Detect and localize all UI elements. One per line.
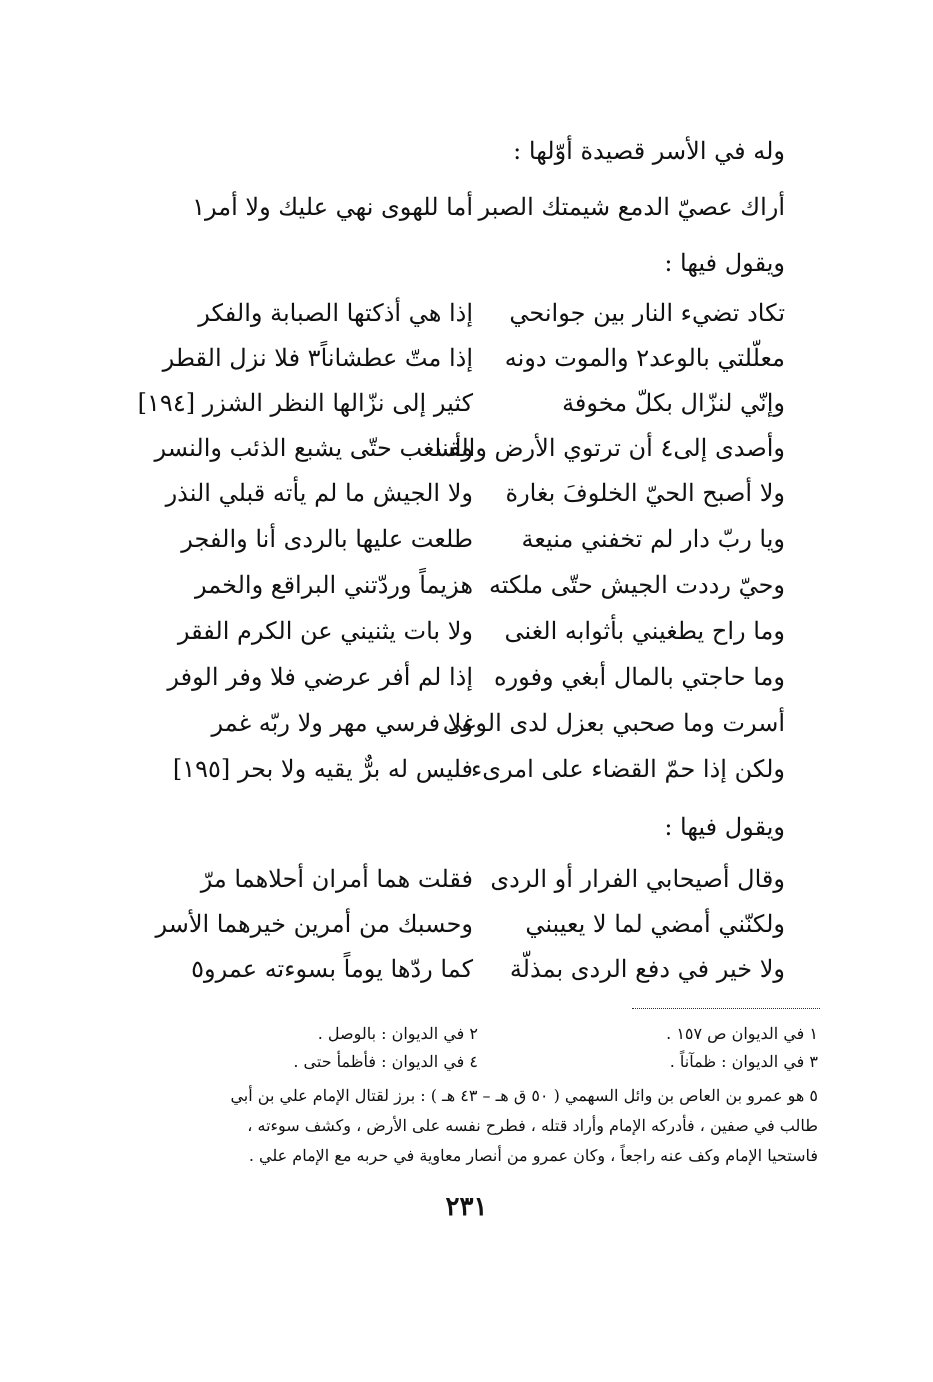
verse-hemistich-left: ولا فرسي مهر ولا ربّه غمر xyxy=(211,709,473,737)
verse-hemistich-left: ولا بات يثنيني عن الكرم الفقر xyxy=(177,617,473,645)
verse-hemistich-right: ولكن إذا حمّ القضاء على امرىء xyxy=(470,755,785,783)
verse-hemistich-right: وقال أصيحابي الفرار أو الردى xyxy=(490,865,785,893)
verse-hemistich-left: أما للهوى نهي عليك ولا أمر١ xyxy=(192,193,473,221)
intro-line-2: ويقول فيها : xyxy=(664,249,785,277)
footnote-3: ٣ في الديوان : ظمآناً . xyxy=(669,1052,818,1071)
verse-hemistich-right: ولا خير في دفع الردى بمذلّة xyxy=(509,955,785,983)
footnote-5-line-1: ٥ هو عمرو بن العاص بن وائل السهمي ( ٥٠ ق هـ – ٤٣ هـ ) : برز لقتال الإمام علي بن أبي xyxy=(230,1086,818,1105)
verse-hemistich-right: وما حاجتي بالمال أبغي وفوره xyxy=(494,663,785,691)
verse-hemistich-right: وما راح يطغيني بأثوابه الغنى xyxy=(504,617,785,645)
verse-hemistich-right: تكاد تضيء النار بين جوانحي xyxy=(509,299,785,327)
verse-hemistich-left: إذا متّ عطشاناً٣ فلا نزل القطر xyxy=(162,344,473,372)
footnote-1: ١ في الديوان ص ١٥٧ . xyxy=(666,1024,818,1043)
verse-hemistich-right: وأصدى إلى٤ أن ترتوي الأرض والقنا xyxy=(434,434,785,462)
intro-line-3: ويقول فيها : xyxy=(664,813,785,841)
footnote-5-line-3: فاستحيا الإمام وكف عنه راجعاً ، وكان عمرو من أنصار معاوية في حربه مع الإمام علي . xyxy=(248,1146,818,1165)
verse-hemistich-left: كثير إلى نزّالها النظر الشزر [١٩٤] xyxy=(137,389,473,417)
verse-hemistich-left: إذا لم أفر عرضي فلا وفر الوفر xyxy=(167,663,473,691)
verse-hemistich-left: فليس له برٌّ يقيه ولا بحر [١٩٥] xyxy=(172,755,473,783)
page-number: ٢٣١ xyxy=(445,1192,488,1222)
verse-hemistich-left: ولا الجيش ما لم يأته قبلي النذر xyxy=(165,479,473,507)
verse-hemistich-right: معلّلتي بالوعد٢ والموت دونه xyxy=(504,344,785,372)
footnote-4: ٤ في الديوان : فأظمأ حتى . xyxy=(293,1052,478,1071)
footnote-2: ٢ في الديوان : بالوصل . xyxy=(317,1024,478,1043)
verse-hemistich-left: طلعت عليها بالردى أنا والفجر xyxy=(181,525,473,553)
verse-hemistich-right: أسرت وما صحبي بعزل لدى الوغى xyxy=(442,709,785,737)
verse-hemistich-right: ويا ربّ دار لم تخفني منيعة xyxy=(521,525,785,553)
verse-hemistich-right: وإنّي لنزّال بكلّ مخوفة xyxy=(562,389,785,417)
verse-hemistich-left: فقلت هما أمران أحلاهما مرّ xyxy=(200,865,473,893)
verse-hemistich-left: هزيماً وردّتني البراقع والخمر xyxy=(194,571,473,599)
verse-hemistich-left: كما ردّها يوماً بسوءته عمرو٥ xyxy=(191,955,473,983)
intro-line-1: وله في الأسر قصيدة أوّلها : xyxy=(513,137,785,165)
footnote-separator xyxy=(632,1008,820,1009)
verse-hemistich-right: ولا أصبح الحيّ الخلوفَ بغارة xyxy=(505,479,785,507)
verse-hemistich-right: وحيّ رددت الجيش حتّى ملكته xyxy=(488,571,785,599)
verse-hemistich-left: وأسغب حتّى يشبع الذئب والنسر xyxy=(154,434,473,462)
verse-hemistich-right: أراك عصيّ الدمع شيمتك الصبر xyxy=(478,193,785,221)
verse-hemistich-right: ولكنّني أمضي لما لا يعيبني xyxy=(525,910,785,938)
footnote-5-line-2: طالب في صفين ، فأدركه الإمام وأراد قتله ، فطرح نفسه على الأرض ، وكشف سوءته ، xyxy=(247,1116,818,1135)
verse-hemistich-left: إذا هي أذكتها الصبابة والفكر xyxy=(198,299,473,327)
verse-hemistich-left: وحسبك من أمرين خيرهما الأسر xyxy=(155,910,473,938)
